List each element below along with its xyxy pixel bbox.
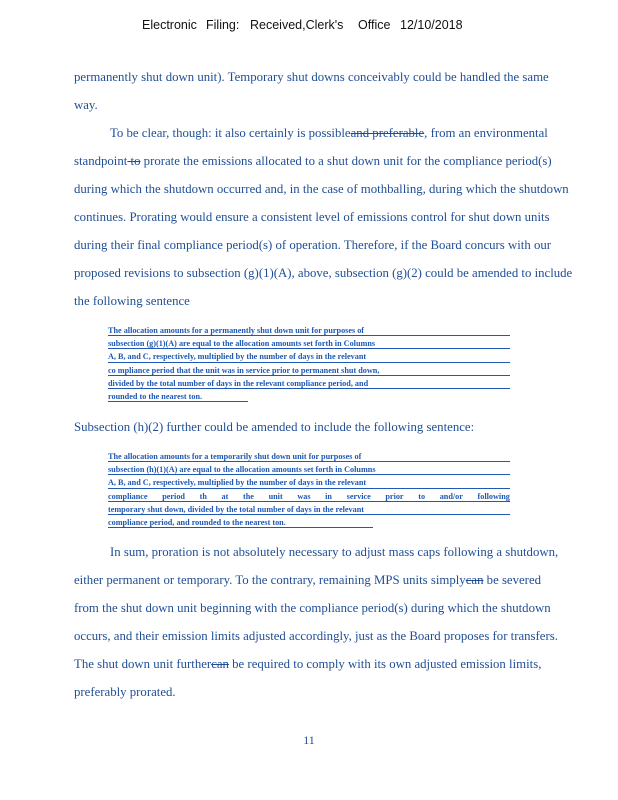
text-line-1: permanently shut down unit). Temporary shut downs conceivably could be handled the same (74, 70, 549, 84)
text-line-5: during which the shutdown occurred and, in the case of mothballing, during which the shutdown (74, 182, 569, 196)
quote-line: rounded to the nearest ton. (108, 389, 248, 402)
header-electronic: Electronic (142, 18, 197, 32)
quote-word: period (162, 491, 185, 501)
header-date: 12/10/2018 (400, 18, 463, 32)
quote-word: prior (385, 491, 404, 501)
text-line-15 (74, 657, 541, 672)
header-received-clerks: Received,Clerk's (250, 18, 344, 32)
quote-word: compliance (108, 491, 148, 501)
quote-line: divided by the total number of days in the relevant compliance period, and (108, 376, 510, 389)
text-line-6: continues. Prorating would ensure a consistent level of emissions control for shut down units (74, 210, 550, 224)
text-span: To be clear, though: it also certainly is possible (110, 126, 351, 140)
quote-word: and/or (439, 491, 463, 501)
quote-word: service (346, 491, 371, 501)
text-line-11: In sum, proration is not absolutely necessary to adjust mass caps following a shutdown, (110, 545, 559, 559)
quote-line: The allocation amounts for a permanently shut down unit for purposes of (108, 323, 510, 336)
header-filing: Filing: (206, 18, 240, 32)
quote-line: temporary shut down, divided by the total number of days in the relevant (108, 502, 510, 515)
quote-word: unit (268, 491, 283, 501)
text-span: , from an environmental (424, 126, 548, 140)
text-line-7: during their final compliance period(s) of operation. Therefore, if the Board concurs with our (74, 238, 551, 252)
text-line-12 (74, 573, 541, 588)
quote-line: compliance period, and rounded to the nearest ton. (108, 515, 373, 528)
quote-word: in (325, 491, 332, 501)
text-span: , (538, 657, 542, 671)
quote-word: following (477, 491, 510, 501)
page-number: 11 (303, 733, 315, 747)
text-line-4 (74, 154, 552, 169)
text-span: The shut down unit further (74, 657, 212, 671)
text-line-8: proposed revisions to subsection (g)(1)(A), above, subsection (g)(2) could be amended to include (74, 266, 573, 280)
quote-word: was (297, 491, 311, 501)
strikethrough-text: to (127, 154, 141, 168)
quote-line: subsection (g)(1)(A) are equal to the allocation amounts set forth in Columns (108, 336, 510, 349)
quote-word: the (243, 491, 254, 501)
strikethrough-text: and preferable (350, 126, 425, 140)
strikethrough-text: can (465, 573, 484, 587)
text-line-9: the following sentence (74, 294, 190, 308)
text-span: prorate the emissions allocated to a shut down unit for the compliance period(s) (140, 154, 552, 168)
quote-line: A, B, and C, respectively, multiplied by the number of days in the relevant (108, 349, 510, 362)
strikethrough-text: can (211, 657, 229, 671)
header-office: Office (358, 18, 391, 32)
quote-word: th (199, 491, 207, 501)
quote-word: to (418, 491, 426, 501)
text-line-13: from the shut down unit beginning with the compliance period(s) during which the shutdown (74, 601, 551, 615)
text-line-3 (110, 126, 548, 141)
inserted-quote-temporary (108, 449, 510, 528)
text-line-10: Subsection (h)(2) further could be amended to include the following sentence: (74, 420, 475, 434)
text-span: be severed (483, 573, 542, 587)
text-span: either permanent or temporary. To the contrary, remaining MPS units simply (74, 573, 466, 587)
text-span: be required to comply with its own adjusted emission limits (228, 657, 539, 671)
quote-justified-line (108, 489, 510, 502)
quote-line: co mpliance period that the unit was in service prior to permanent shut down, (108, 363, 510, 376)
text-line-14: occurs, and their emission limits adjusted accordingly, just as the Board proposes for transfers. (74, 629, 558, 643)
inserted-quote-permanent (108, 323, 510, 402)
quote-line: A, B, and C, respectively, multiplied by the number of days in the relevant (108, 475, 510, 488)
quote-line: subsection (h)(1)(A) are equal to the allocation amounts set forth in Columns (108, 462, 510, 475)
quote-word: at (221, 491, 229, 501)
quote-line: The allocation amounts for a temporarily shut down unit for purposes of (108, 449, 510, 462)
text-span: standpoint (74, 154, 128, 168)
text-line-16: preferably prorated. (74, 685, 176, 699)
text-line-2: way. (74, 98, 98, 112)
